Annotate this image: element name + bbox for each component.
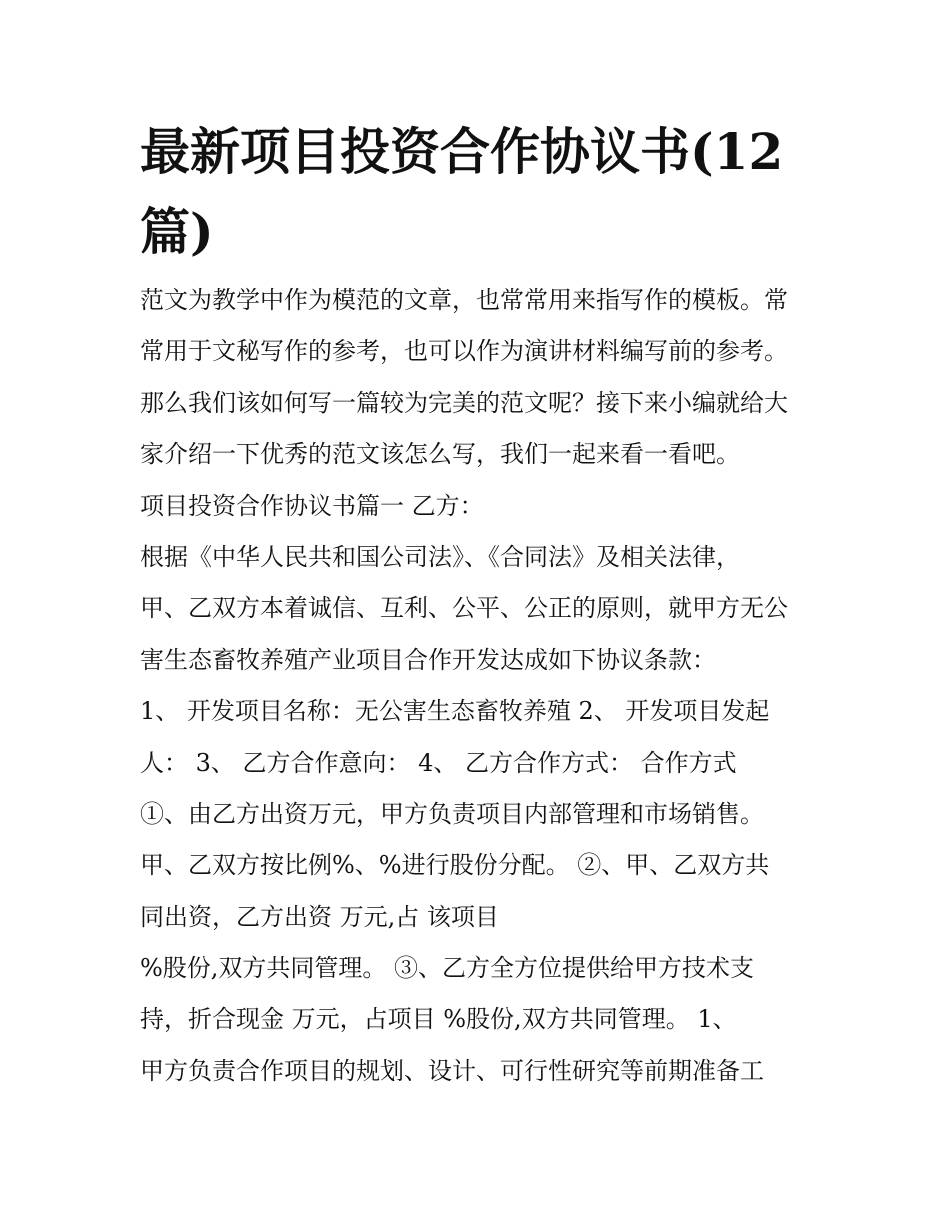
body-line: 甲、乙双方按比例%、%进行股份分配。 ②、甲、乙双方共 [140,851,770,880]
document-title [140,112,820,272]
section-heading-line: 项目投资合作协议书篇一 乙方： [140,491,484,520]
body-line: ①、由乙方出资万元，甲方负责项目内部管理和市场销售。 [140,799,764,828]
body-line: 1、 开发项目名称：无公害生态畜牧养殖 2、 开发项目发起 [140,697,770,726]
body-line: 害生态畜牧养殖产业项目合作开发达成如下协议条款： [140,645,716,674]
body-line: %股份,双方共同管理。 ③、乙方全方位提供给甲方技术支 [140,954,755,983]
title-line-1: 最新项目投资合作协议书(12 [140,122,784,181]
body-line: 家介绍一下优秀的范文该怎么写，我们一起来看一看吧。 [140,440,740,469]
body-line: 常用于文秘写作的参考，也可以作为演讲材料编写前的参考。 [140,337,788,366]
body-line: 范文为教学中作为模范的文章，也常常用来指写作的模板。常 [140,286,788,314]
body-line: 甲、乙双方本着诚信、互利、公平、公正的原则，就甲方无公 [140,594,788,623]
title-line-2: 篇) [140,202,214,261]
body-line: 同出资，乙方出资 万元,占 该项目 [140,902,499,931]
body-line: 那么我们该如何写一篇较为完美的范文呢？接下来小编就给大 [140,388,788,417]
document-body [140,280,820,1102]
body-line: 根据《中华人民共和国公司法》、《合同法》及相关法律， [140,542,740,571]
body-line: 持，折合现金 万元，占项目 %股份,双方共同管理。 1、 [140,1005,737,1034]
body-line: 人： 3、 乙方合作意向： 4、 乙方合作方式： 合作方式 [140,748,737,777]
body-line: 甲方负责合作项目的规划、设计、可行性研究等前期准备工 [140,1056,764,1085]
